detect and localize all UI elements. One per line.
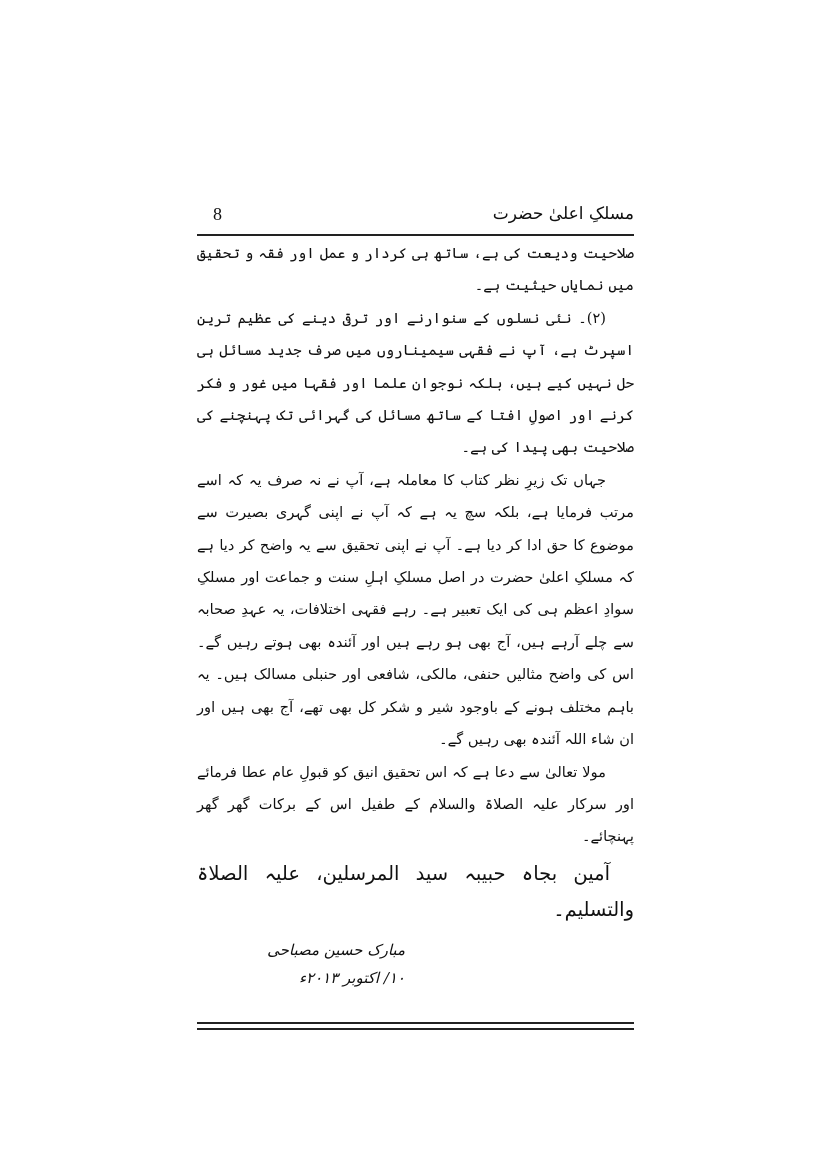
paragraph: صلاحیت ودیعت کی ہے، ساتھ ہی کردار و عمل اور فقہ و تحقیق میں نمایاں حیثیت ہے۔ (197, 245, 634, 295)
signature-date: ۱۰/ اکتوبر ۲۰۱۳ء (298, 969, 405, 987)
footer-divider (197, 1022, 634, 1024)
signature-name: مبارک حسین مصباحی (267, 941, 405, 959)
paragraph: (۲)۔ نئی نسلوں کے سنوارنے اور ترقی دینے کی عظیم ترین اسپرٹ ہے، آپ نے فقہی سیمیناروں میں صرف جدید مسائل ہی حل نہیں کیے ہیں، بلکہ نوجوان علما اور فقہا میں غور و فکر کرنے اور اصولِ افتا کے ساتھ مسائل کی گہرائی تک پہنچنے کی صلاحیت بھی پیدا کی ہے۔ (197, 309, 634, 457)
closing-text: آمین بجاہ حبیبہ سید المرسلین، علیہ الصلاۃ والتسلیم۔ (197, 862, 634, 921)
footer-divider (197, 1028, 634, 1030)
body-text (197, 238, 634, 854)
page-number: 8 (213, 204, 222, 224)
signature-block (255, 932, 405, 992)
running-title: مسلکِ اعلیٰ حضرت (492, 204, 634, 224)
paragraph: جہاں تک زیرِ نظر کتاب کا معاملہ ہے، آپ نے نہ صرف یہ کہ اسے مرتب فرمایا ہے، بلکہ سچ یہ ہے کہ آپ نے اپنی گہری بصیرت سے موضوع کا حق ادا کر دیا ہے۔ آپ نے اپنی تحقیق سے یہ واضح کر دیا ہے کہ مسلکِ اعلیٰ حضرت در اصل مسلکِ اہلِ سنت و جماعت اور مسلکِ سوادِ اعظم ہی کی ایک تعبیر ہے۔ رہے فقہی اختلافات، یہ عہدِ صحابہ سے چلے آرہے ہیں، آج بھی ہو رہے ہیں اور آئندہ بھی ہوتے رہیں گے۔ اس کی واضح مثالیں حنفی، مالکی، شافعی اور حنبلی مسالک ہیں۔ یہ باہم مختلف ہونے کے باوجود شیر و شکر کل بھی تھے، آج بھی ہیں اور ان شاء اللہ آئندہ بھی رہیں گے۔ (197, 471, 634, 749)
paragraph: مولا تعالیٰ سے دعا ہے کہ اس تحقیق انیق کو قبولِ عام عطا فرمائے اور سرکار علیہ الصلاۃ والسلام کے طفیل اس کے برکات گھر گھر پہنچائے۔ (197, 763, 634, 846)
page-header (197, 200, 634, 234)
header-divider (197, 234, 634, 236)
closing-prayer (197, 856, 634, 928)
